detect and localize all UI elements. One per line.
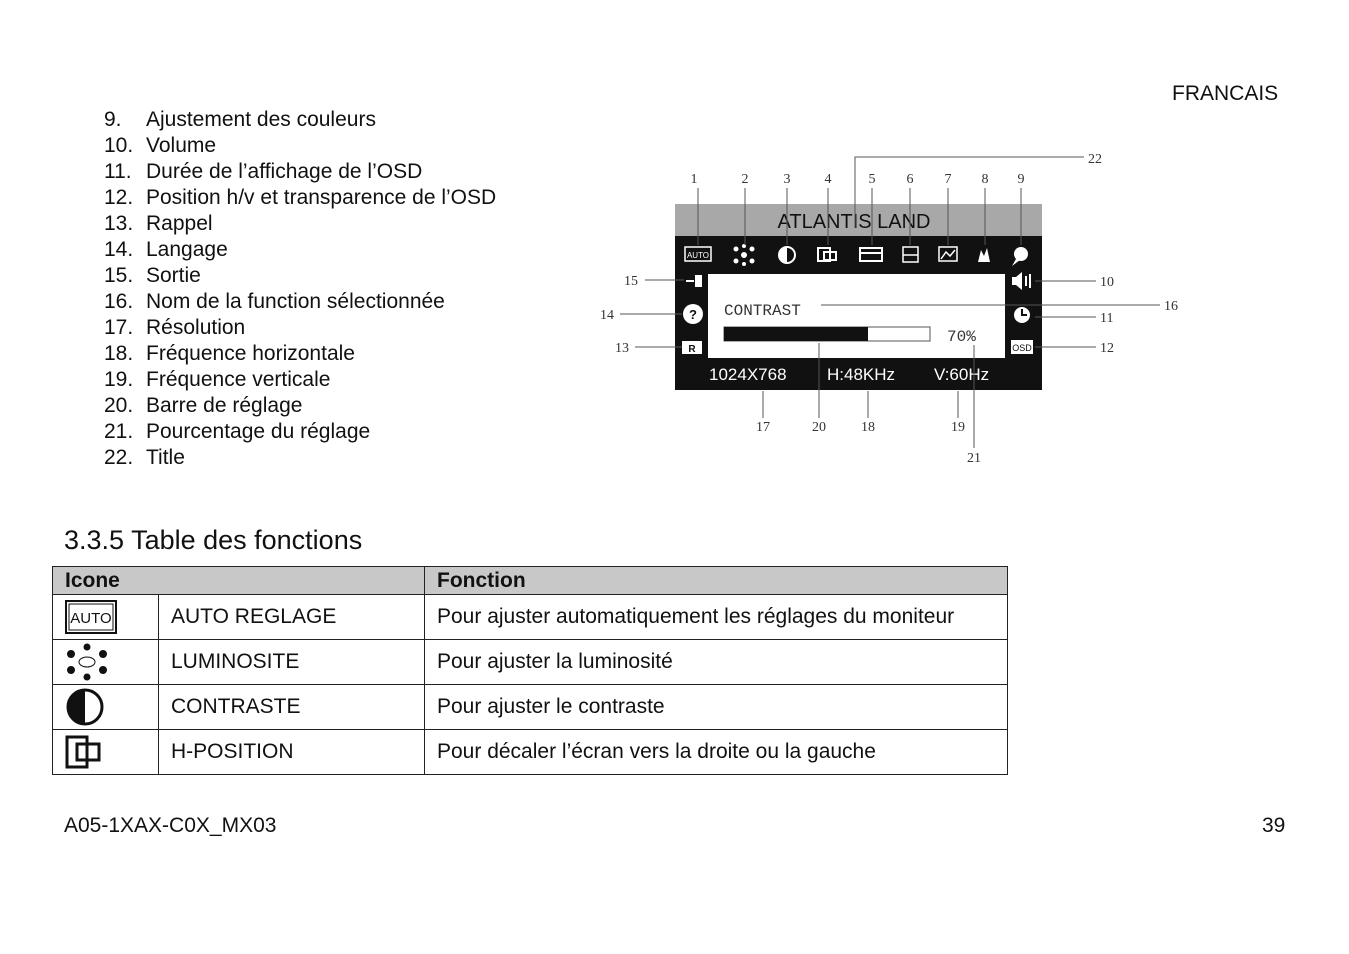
table-row: LUMINOSITE Pour ajuster la luminosité — [53, 640, 1008, 685]
table-row: H-POSITION Pour décaler l’écran vers la droite ou la gauche — [53, 730, 1008, 775]
legend-item: 12. Position h/v et transparence de l’OSD — [104, 186, 497, 209]
callout-21: 21 — [967, 451, 981, 466]
callout-5: 5 — [868, 172, 876, 187]
svg-text:OSD: OSD — [1012, 343, 1032, 353]
svg-text:AUTO: AUTO — [686, 251, 710, 260]
callout-22: 22 — [1088, 152, 1102, 167]
contrast-icon — [65, 687, 105, 727]
callout-17: 17 — [756, 420, 770, 435]
auto-icon — [65, 600, 117, 634]
table-row: CONTRASTE Pour ajuster le contraste — [53, 685, 1008, 730]
callout-13: 13 — [615, 341, 629, 356]
legend-item: 16. Nom de la function sélectionnée — [104, 290, 445, 313]
page-number: 39 — [1262, 814, 1286, 837]
document-code: A05-1XAX-C0X_MX03 — [64, 814, 277, 837]
callout-14: 14 — [600, 308, 614, 323]
callout-15: 15 — [624, 274, 638, 289]
callout-7: 7 — [944, 172, 952, 187]
legend-item: 20. Barre de réglage — [104, 394, 303, 417]
resolution: 1024X768 — [709, 365, 787, 384]
callout-8: 8 — [981, 172, 989, 187]
callout-4: 4 — [824, 172, 832, 187]
callout-6: 6 — [906, 172, 914, 187]
legend-item: 10. Volume — [104, 134, 217, 157]
legend-item: 21. Pourcentage du réglage — [104, 420, 371, 443]
language-header: FRANCAIS — [1172, 82, 1279, 105]
legend-item: 13. Rappel — [104, 212, 213, 235]
function-name: CONTRAST — [724, 302, 801, 320]
svg-text:AUTO: AUTO — [70, 610, 112, 627]
section-title: 3.3.5 Table des fonctions — [64, 525, 363, 555]
osd-menu-diagram — [598, 148, 1198, 473]
brightness-icon — [65, 643, 109, 681]
legend-item: 17. Résolution — [104, 316, 246, 339]
legend-item: 19. Fréquence verticale — [104, 368, 331, 391]
header-function: Fonction — [425, 567, 1008, 595]
function-table — [52, 566, 1008, 775]
adjust-percent: 70% — [947, 328, 976, 346]
table-row: AUTO AUTO REGLAGE Pour ajuster automatiquement les réglages du moniteur — [53, 595, 1008, 640]
callout-18: 18 — [861, 420, 875, 435]
callout-10: 10 — [1100, 275, 1114, 290]
header-icon: Icone — [53, 567, 425, 595]
adjust-bar-fill — [724, 327, 868, 341]
callout-16: 16 — [1164, 299, 1178, 314]
osd-title: ATLANTIS LAND — [777, 211, 931, 233]
legend-item: 15. Sortie — [104, 264, 201, 287]
recall-icon — [682, 341, 702, 355]
svg-text:?: ? — [689, 307, 697, 322]
table-header-row — [53, 567, 1008, 595]
callout-20: 20 — [812, 420, 826, 435]
svg-text:R: R — [688, 344, 696, 355]
callout-12: 12 — [1100, 341, 1114, 356]
vertical-frequency: V:60Hz — [934, 365, 990, 384]
legend-item: 14. Langage — [104, 238, 228, 261]
callout-19: 19 — [951, 420, 965, 435]
callout-3: 3 — [783, 172, 791, 187]
callout-9: 9 — [1017, 172, 1025, 187]
legend-item: 11. Durée de l’affichage de l’OSD — [104, 160, 423, 183]
callout-11: 11 — [1100, 311, 1114, 326]
legend-item: 18. Fréquence horizontale — [104, 342, 355, 365]
osd-legend-list — [104, 107, 496, 471]
horizontal-frequency: H:48KHz — [827, 365, 896, 384]
osd-position-icon — [1011, 340, 1033, 354]
osd-timer-icon — [1014, 307, 1030, 323]
callout-1: 1 — [690, 172, 698, 187]
language-icon — [683, 304, 703, 324]
h-position-icon — [65, 734, 103, 770]
callout-2: 2 — [741, 172, 749, 187]
legend-item: 9. Ajustement des couleurs — [104, 108, 376, 131]
legend-item: 22. Title — [104, 446, 185, 469]
